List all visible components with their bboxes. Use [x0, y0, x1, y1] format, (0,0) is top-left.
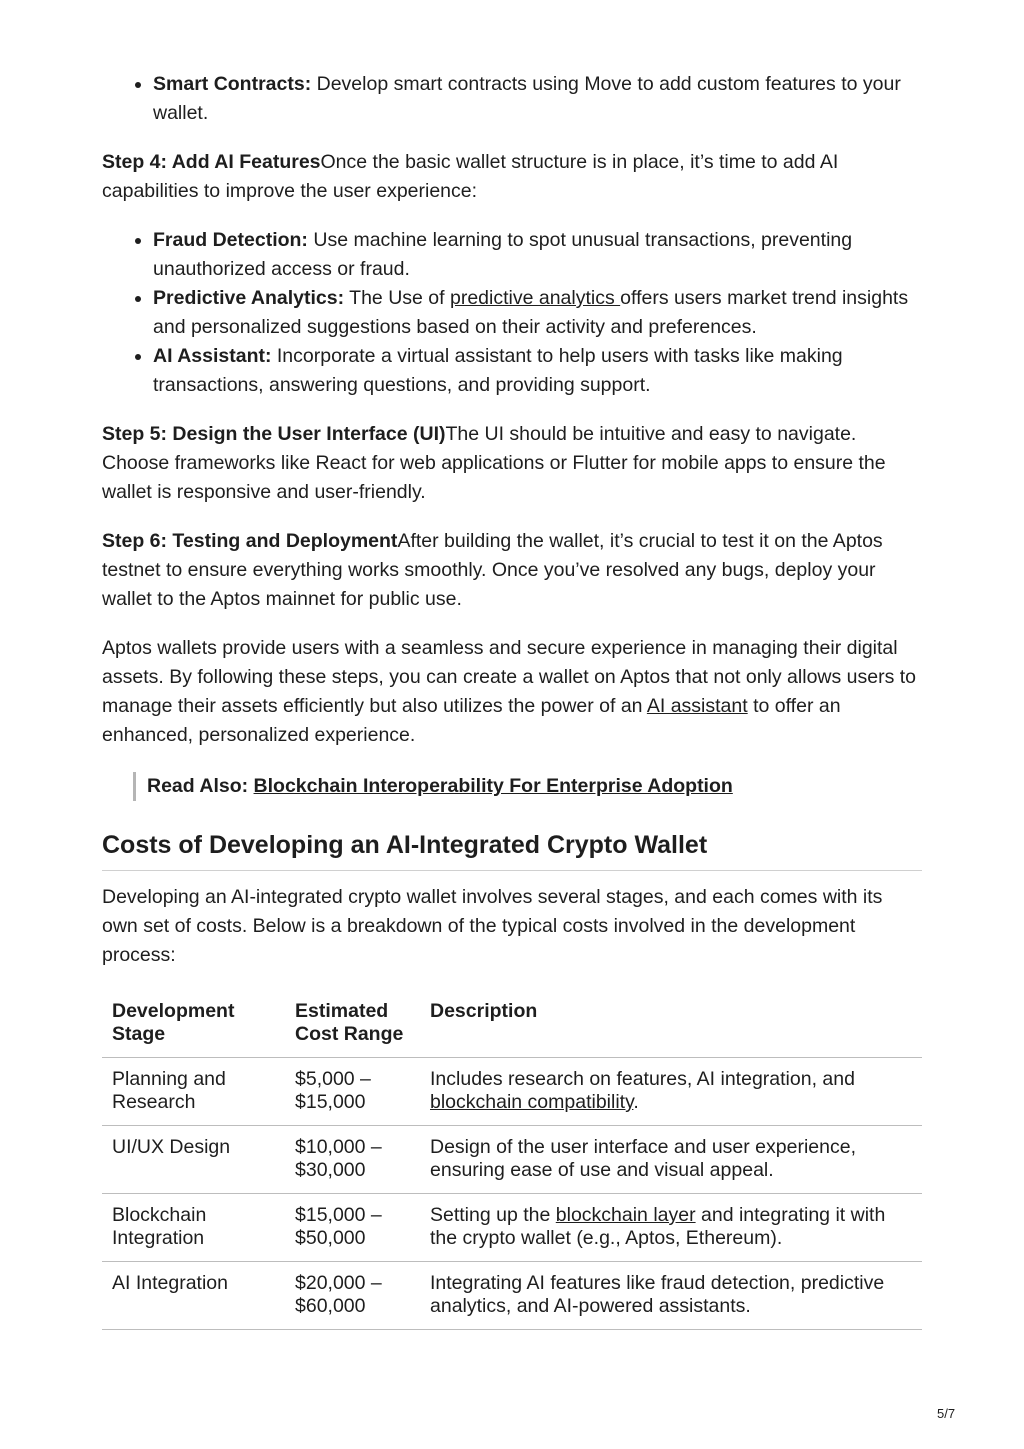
summary-text: to offer an enhanced, personalized experience. — [102, 695, 841, 746]
table-row — [102, 1058, 922, 1126]
cell-cost: $10,000 – $30,000 — [285, 1126, 420, 1194]
list-item-text: Incorporate a virtual assistant to help users with tasks like making transactions, answering questions, and providing support. — [153, 345, 843, 396]
list-item-text: offers users market trend insights and personalized suggestions based on their activity and preferences. — [153, 287, 909, 338]
read-also-link[interactable]: Blockchain Interoperability For Enterprise Adoption — [253, 775, 733, 797]
list-item-term: AI Assistant: — [153, 345, 272, 367]
cell-text: . — [633, 1091, 639, 1113]
list-item-text: Develop smart contracts using Move to add custom features to your wallet. — [153, 73, 901, 124]
cell-stage: Planning and Research — [102, 1058, 285, 1126]
document-page — [102, 70, 922, 1330]
list-item-fraud-detection — [153, 226, 922, 284]
read-also-callout — [133, 772, 922, 801]
step-heading: Step 6: Testing and Deployment — [102, 530, 398, 552]
list-item-term: Smart Contracts: — [153, 73, 312, 95]
list-item-text: The Use of — [344, 287, 450, 309]
step-6-paragraph — [102, 527, 922, 614]
list-item-predictive-analytics — [153, 284, 922, 342]
column-header-description: Description — [420, 1000, 922, 1058]
cell-description — [420, 1058, 922, 1126]
step-text: The UI should be intuitive and easy to navigate. Choose frameworks like React for web applications or Flutter for mobile apps to ensure the wallet is responsive and user-friendly. — [102, 423, 886, 503]
table-header-row — [102, 1000, 922, 1058]
list-item-text: Use machine learning to spot unusual transactions, preventing unauthorized access or fraud. — [153, 229, 853, 280]
step-text: Once the basic wallet structure is in place, it’s time to add AI capabilities to improve the user experience: — [102, 151, 839, 202]
list-item-term: Predictive Analytics: — [153, 287, 345, 309]
ai-assistant-link[interactable]: AI assistant — [646, 695, 748, 717]
bullet-list-features — [102, 70, 922, 128]
read-also-label: Read Also: — [147, 775, 254, 797]
cost-table — [102, 1000, 922, 1330]
column-header-cost: Estimated Cost Range — [285, 1000, 420, 1058]
table-row — [102, 1262, 922, 1330]
cell-text: and integrating it with the crypto wallet (e.g., Aptos, Ethereum). — [430, 1204, 886, 1249]
cell-description: Design of the user interface and user experience, ensuring ease of use and visual appeal. — [420, 1126, 922, 1194]
page-number: 5/7 — [937, 1406, 956, 1421]
table-row — [102, 1126, 922, 1194]
predictive-analytics-link[interactable]: predictive analytics — [449, 287, 621, 309]
column-header-stage: Development Stage — [102, 1000, 285, 1058]
blockchain-compatibility-link[interactable]: blockchain compatibility — [430, 1091, 634, 1113]
table-row — [102, 1194, 922, 1262]
list-item-smart-contracts — [153, 70, 922, 128]
cell-cost: $5,000 – $15,000 — [285, 1058, 420, 1126]
cell-stage: Blockchain Integration — [102, 1194, 285, 1262]
cell-text: Setting up the — [430, 1204, 556, 1226]
step-4-paragraph — [102, 148, 922, 206]
cell-description — [420, 1194, 922, 1262]
list-item-ai-assistant — [153, 342, 922, 400]
cell-text: Includes research on features, AI integration, and — [430, 1068, 855, 1090]
summary-paragraph — [102, 634, 922, 750]
list-item-term: Fraud Detection: — [153, 229, 308, 251]
bullet-list-ai-features — [102, 226, 922, 400]
cell-cost: $20,000 – $60,000 — [285, 1262, 420, 1330]
costs-heading: Costs of Developing an AI-Integrated Crypto Wallet — [102, 828, 922, 871]
cell-stage: AI Integration — [102, 1262, 285, 1330]
step-heading: Step 5: Design the User Interface (UI) — [102, 423, 446, 445]
step-text: After building the wallet, it’s crucial to test it on the Aptos testnet to ensure everything works smoothly. Once you’ve resolved any bugs, deploy your wallet to the Aptos mainnet for public use. — [102, 530, 883, 610]
summary-text: Aptos wallets provide users with a seamless and secure experience in managing their digital assets. By following these steps, you can create a wallet on Aptos that not only allows users to manage their assets efficiently but also utilizes the power of an — [102, 637, 917, 717]
blockchain-layer-link[interactable]: blockchain layer — [555, 1204, 696, 1226]
step-heading: Step 4: Add AI Features — [102, 151, 321, 173]
cell-cost: $15,000 – $50,000 — [285, 1194, 420, 1262]
cell-description: Integrating AI features like fraud detection, predictive analytics, and AI-powered assistants. — [420, 1262, 922, 1330]
step-5-paragraph — [102, 420, 922, 507]
cell-stage: UI/UX Design — [102, 1126, 285, 1194]
costs-intro-paragraph: Developing an AI-integrated crypto wallet involves several stages, and each comes with its own set of costs. Below is a breakdown of the typical costs involved in the development process: — [102, 886, 883, 966]
